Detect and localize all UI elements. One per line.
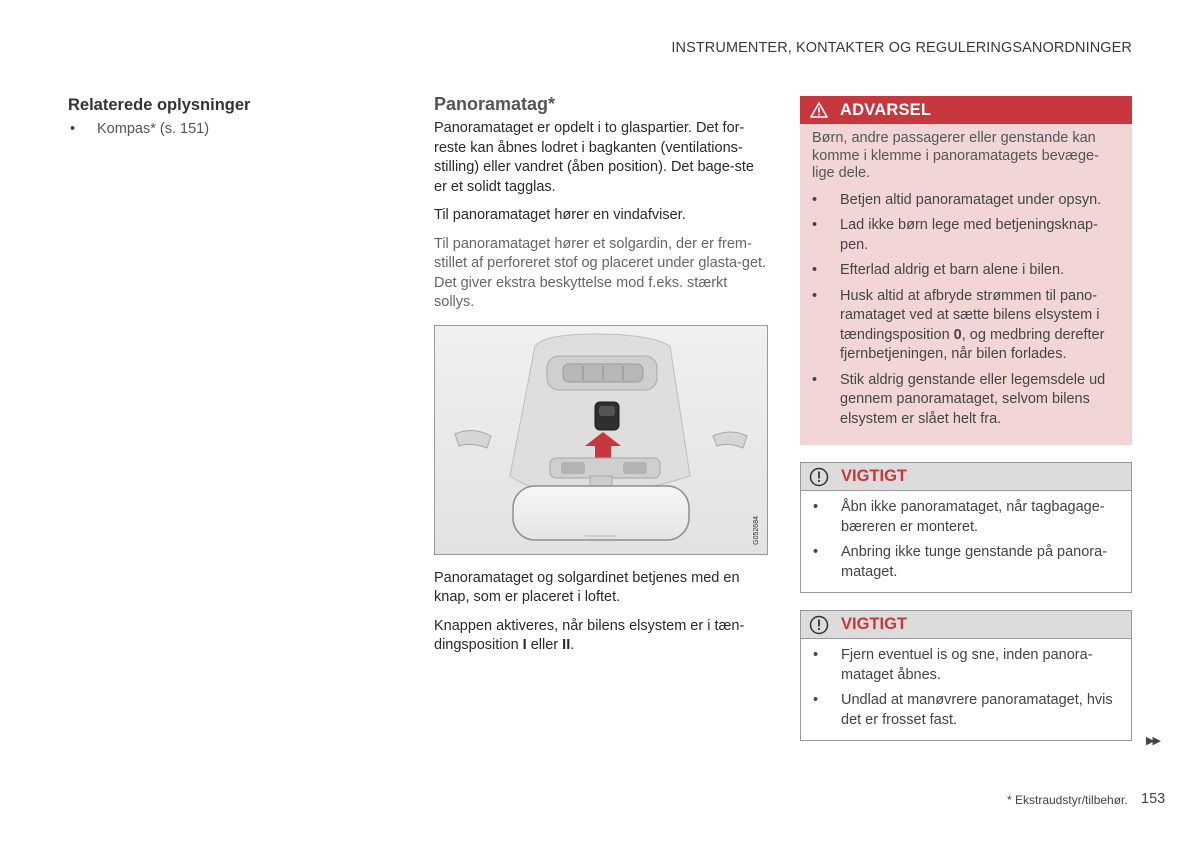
- warning-item-text: Husk altid at afbryde strømmen til pano-ramataget ved at sætte bilens elsystem i tændingsposition: [840, 287, 1100, 343]
- important-item: • Fjern eventuel is og sne, inden panora-mataget åbnes.: [813, 646, 1119, 685]
- activation-text: eller: [526, 637, 563, 653]
- warning-box: [800, 96, 1132, 445]
- main-column: [434, 94, 768, 665]
- notice-column: [800, 96, 1132, 741]
- important-list: [801, 491, 1131, 582]
- warning-title: ADVARSEL: [840, 100, 932, 119]
- figure-caption: Panoramataget og solgardinet betjenes med en knap, som er placeret i loftet.: [434, 569, 740, 605]
- warning-triangle-icon: [810, 102, 828, 118]
- important-header: [801, 611, 1131, 639]
- roof-control-illustration: [434, 325, 768, 555]
- ignition-position-2: II: [562, 637, 571, 653]
- warning-item: • Efterlad aldrig et barn alene i bilen.: [812, 261, 1120, 281]
- body-paragraph: Til panoramataget hører en vindafviser.: [434, 207, 686, 223]
- warning-header: [800, 96, 1132, 124]
- continue-arrows-icon: ▶▶: [1146, 735, 1159, 747]
- important-box: [800, 462, 1132, 593]
- important-header: [801, 463, 1131, 491]
- activation-paragraph: [434, 617, 768, 656]
- important-list: [801, 639, 1131, 730]
- warning-intro: Børn, andre passagerer eller genstande kan komme i klemme i panoramatagets bevæge-lige dele.: [812, 130, 1099, 181]
- exclamation-circle-icon: [809, 467, 829, 487]
- running-header: INSTRUMENTER, KONTAKTER OG REGULERINGSANORDNINGER: [671, 40, 1132, 56]
- exclamation-circle-icon: [809, 615, 829, 635]
- activation-text: .: [570, 637, 575, 653]
- warning-item: [812, 287, 1120, 365]
- section-heading: Panoramatag*: [434, 94, 556, 114]
- important-title: VIGTIGT: [841, 615, 907, 633]
- roof-console-drawing: [435, 326, 767, 554]
- related-info-heading: Relaterede oplysninger: [68, 96, 251, 114]
- related-info-column: [68, 96, 368, 139]
- footnote: * Ekstraudstyr/tilbehør.: [1007, 793, 1128, 807]
- warning-item: • Stik aldrig genstande eller legemsdele ud gennem panoramataget, selvom bilens elsystem er slået helt fra.: [812, 371, 1120, 430]
- warning-item: • Betjen altid panoramataget under opsyn.: [812, 191, 1120, 211]
- important-item: • Undlad at manøvrere panoramataget, hvis det er frosset fast.: [813, 691, 1119, 730]
- page-number: 153: [1141, 791, 1166, 807]
- warning-item: • Lad ikke børn lege med betjeningsknap-pen.: [812, 216, 1120, 255]
- important-item: • Åbn ikke panoramataget, når tagbagage-bæreren er monteret.: [813, 498, 1119, 537]
- ignition-position-1: I: [522, 637, 527, 653]
- activation-text: Knappen aktiveres, når bilens elsystem er i tæn-dingsposition: [434, 617, 745, 653]
- related-info-list: [68, 119, 368, 139]
- important-box: [800, 610, 1132, 741]
- warning-list: [800, 191, 1132, 430]
- ignition-position-0: 0: [953, 326, 962, 343]
- important-item: • Anbring ikke tunge genstande på panora-mataget.: [813, 543, 1119, 582]
- related-link-compass[interactable]: • Kompas* (s. 151): [68, 119, 368, 139]
- body-paragraph: Panoramataget er opdelt i to glaspartier. Det for-reste kan åbnes lodret i bagkanten (ventilations-stilling) eller vandret (åben position). Det bage-ste er et solidt tagglas.: [434, 120, 754, 195]
- figure-code: G052684: [753, 515, 760, 545]
- important-title: VIGTIGT: [841, 467, 907, 485]
- warning-item-text: , og medbring derefter fjernbetjeningen, når bilen forlades.: [840, 326, 1105, 362]
- body-paragraph: Til panoramataget hører et solgardin, der er frem-stillet af perforeret stof og placeret under glasta-get. Det giver ekstra beskyttelse mod f.eks. stærkt sollys.: [434, 235, 767, 310]
